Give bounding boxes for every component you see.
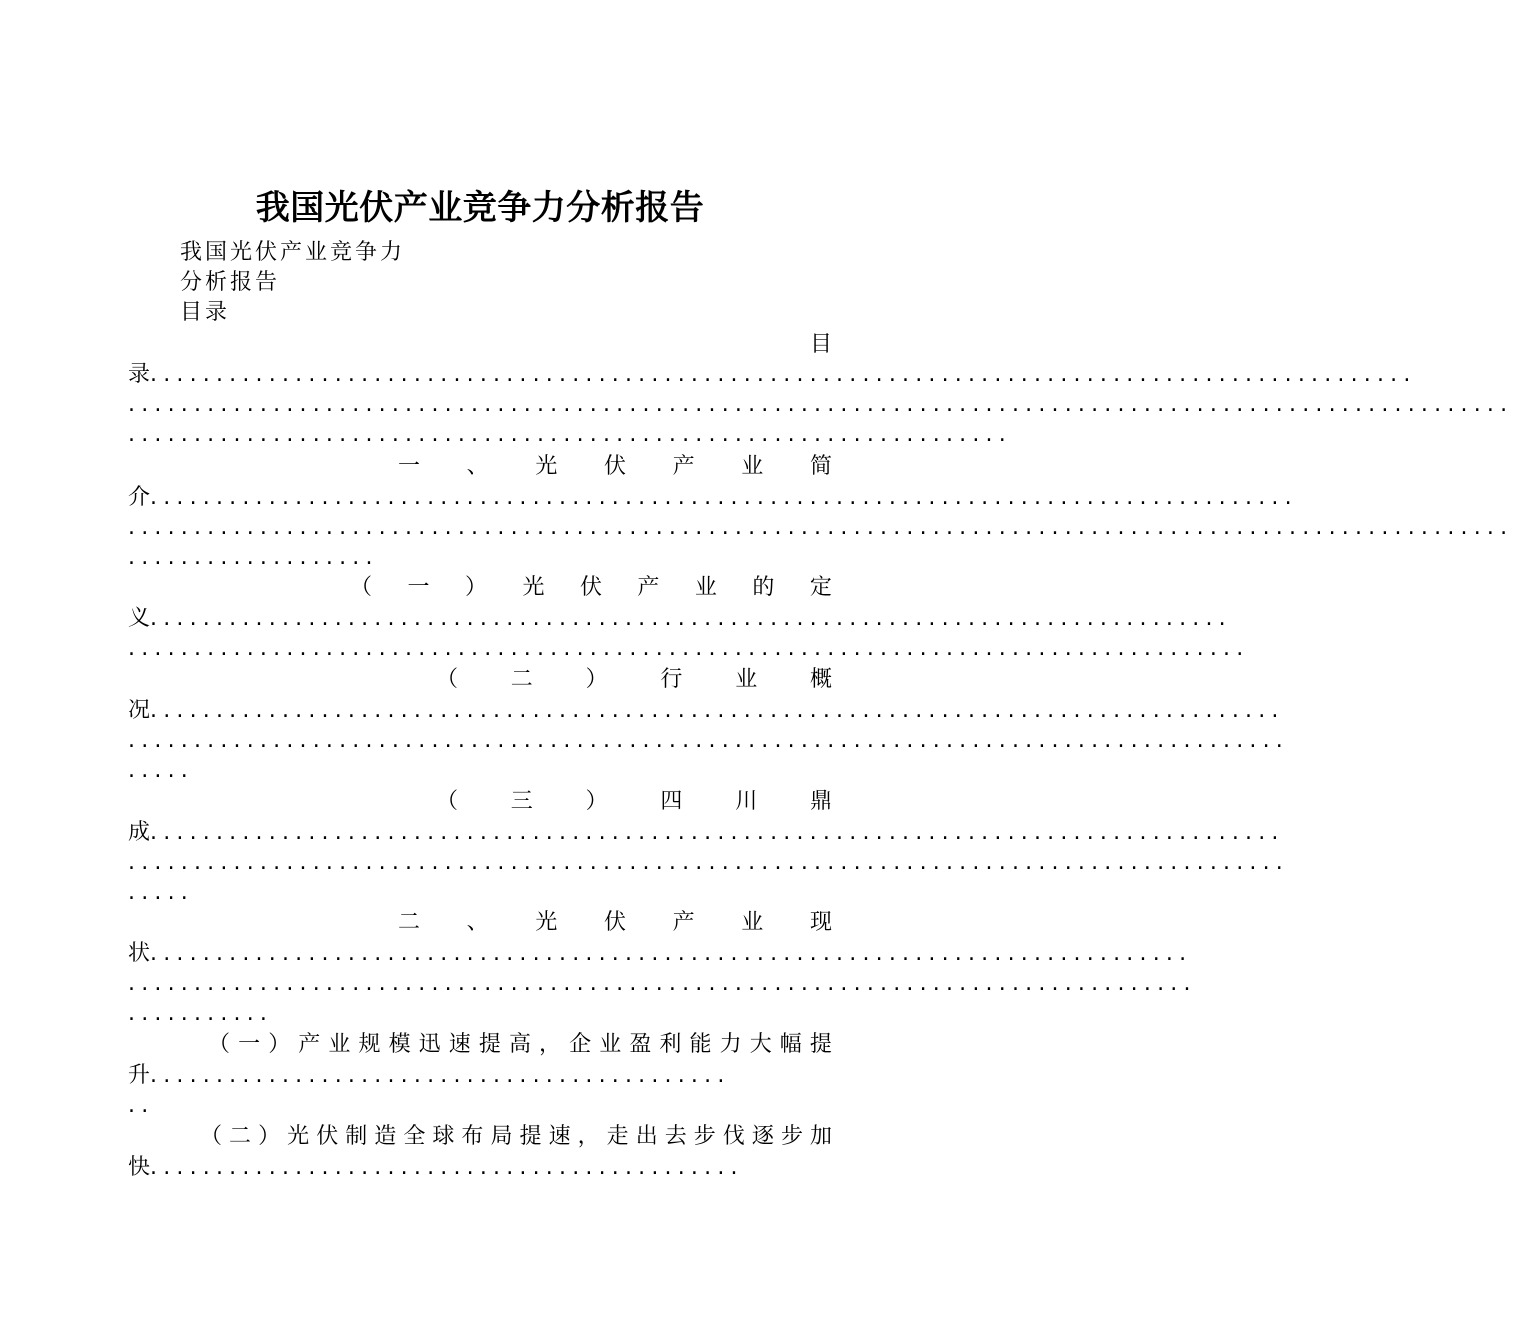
toc-char: 光 bbox=[522, 575, 545, 600]
toc-char: 产 bbox=[298, 1032, 321, 1057]
toc-char: 步 bbox=[693, 1124, 716, 1149]
toc-entry-7-heading bbox=[208, 1030, 832, 1060]
toc-char: 走 bbox=[606, 1124, 629, 1149]
toc-entry-8-leader bbox=[128, 1153, 832, 1183]
toc-dots: ................................................................... bbox=[128, 422, 1012, 447]
toc-entry-7-leader bbox=[128, 1061, 832, 1091]
toc-char: 业 bbox=[599, 1032, 622, 1057]
toc-char: 高 bbox=[508, 1032, 531, 1057]
toc-char: 产 bbox=[672, 910, 695, 935]
subtitle-line-1: 我国光伏产业竞争力 bbox=[180, 240, 406, 265]
toc-char: 盈 bbox=[629, 1032, 652, 1057]
toc-char: ， bbox=[539, 1032, 562, 1057]
toc-dots: ................... bbox=[128, 545, 379, 570]
toc-char: （ bbox=[208, 1032, 231, 1057]
toc-char: 提 bbox=[809, 1032, 832, 1057]
toc-char: 二 bbox=[229, 1124, 252, 1149]
toc-char: 现 bbox=[809, 910, 832, 935]
toc-char: ） bbox=[585, 789, 608, 814]
toc-char: 业 bbox=[694, 575, 717, 600]
toc-entry-3-leader bbox=[128, 604, 1232, 634]
toc-char: 造 bbox=[374, 1124, 397, 1149]
toc-dots: ....................................................................................... bbox=[150, 485, 1298, 510]
toc-entry-5-lead-char: 成 bbox=[128, 820, 151, 845]
toc-char: ） bbox=[258, 1124, 281, 1149]
toc-char: 简 bbox=[809, 454, 832, 479]
subtitle-line-2: 分析报告 bbox=[180, 270, 281, 295]
toc-entry-4-heading bbox=[436, 665, 832, 695]
toc-dots: ........................................................................................ bbox=[128, 850, 1289, 875]
toc-char: 一 bbox=[407, 575, 430, 600]
toc-dots: .. bbox=[128, 1093, 155, 1118]
toc-dots: ............................................. bbox=[150, 1155, 744, 1180]
toc-char: 川 bbox=[735, 789, 758, 814]
toc-dots: .................................................................................. bbox=[150, 606, 1232, 631]
toc-char: 伏 bbox=[579, 575, 602, 600]
toc-char: 一 bbox=[238, 1032, 261, 1057]
toc-label: 目录 bbox=[180, 300, 231, 325]
toc-char: 光 bbox=[535, 454, 558, 479]
toc-char: 企 bbox=[569, 1032, 592, 1057]
toc-char: 伐 bbox=[722, 1124, 745, 1149]
toc-entry-3-lead-char: 义 bbox=[128, 606, 151, 631]
toc-entry-1-heading bbox=[128, 330, 832, 360]
toc-char: 的 bbox=[752, 575, 775, 600]
toc-char: （ bbox=[200, 1124, 223, 1149]
toc-char: ） bbox=[464, 575, 487, 600]
toc-char: 球 bbox=[432, 1124, 455, 1149]
toc-char: 加 bbox=[809, 1124, 832, 1149]
toc-char: 幅 bbox=[779, 1032, 802, 1057]
toc-entry-6-heading bbox=[398, 908, 832, 938]
toc-entry-2-leader bbox=[128, 483, 1298, 513]
toc-char: ， bbox=[577, 1124, 600, 1149]
toc-char: 光 bbox=[535, 910, 558, 935]
toc-char: 出 bbox=[635, 1124, 658, 1149]
toc-entry-4-lead-char: 况 bbox=[128, 698, 151, 723]
toc-char: 四 bbox=[660, 789, 683, 814]
toc-char: 制 bbox=[345, 1124, 368, 1149]
toc-char: 迅 bbox=[418, 1032, 441, 1057]
toc-char: ） bbox=[585, 667, 608, 692]
toc-char: 、 bbox=[466, 910, 489, 935]
toc-entry-5-heading bbox=[436, 787, 832, 817]
toc-char: 模 bbox=[388, 1032, 411, 1057]
toc-dots: ...................................................................................... bbox=[150, 820, 1285, 845]
toc-char: 大 bbox=[749, 1032, 772, 1057]
toc-dots: ..................................................................................... bbox=[128, 636, 1250, 661]
toc-entry-2-heading bbox=[398, 452, 832, 482]
toc-entry-3-heading bbox=[350, 573, 832, 603]
toc-char: 鼎 bbox=[809, 789, 832, 814]
toc-char: 二 bbox=[398, 910, 421, 935]
toc-char: 力 bbox=[719, 1032, 742, 1057]
toc-entry-6-lead-char: 状 bbox=[128, 941, 151, 966]
toc-char: 去 bbox=[664, 1124, 687, 1149]
toc-char: 行 bbox=[660, 667, 683, 692]
toc-entry-8-heading bbox=[200, 1122, 832, 1152]
toc-char: 速 bbox=[448, 1032, 471, 1057]
toc-char: 光 bbox=[287, 1124, 310, 1149]
toc-char: 二 bbox=[510, 667, 533, 692]
toc-char: 业 bbox=[735, 667, 758, 692]
toc-char: 步 bbox=[780, 1124, 803, 1149]
toc-dots: ................................................................................. bbox=[128, 971, 1197, 996]
toc-dots: ...................................................................................... bbox=[150, 698, 1285, 723]
toc-dots: ..... bbox=[128, 758, 194, 783]
toc-entry-1-lead-char: 录 bbox=[128, 362, 151, 387]
document-title: 我国光伏产业竞争力分析报告 bbox=[255, 188, 705, 228]
toc-dots: ......................................................................................................... bbox=[128, 392, 1513, 417]
toc-dots: ........... bbox=[128, 1001, 274, 1026]
toc-entry-5-leader bbox=[128, 818, 1285, 848]
toc-entry-1-leader bbox=[128, 360, 1417, 390]
toc-char: 业 bbox=[328, 1032, 351, 1057]
toc-char: 全 bbox=[403, 1124, 426, 1149]
toc-char: 伏 bbox=[316, 1124, 339, 1149]
toc-dots: ......................................................................................................... bbox=[128, 515, 1513, 540]
toc-char: 速 bbox=[548, 1124, 571, 1149]
toc-char: （ bbox=[436, 789, 459, 814]
toc-char: 布 bbox=[461, 1124, 484, 1149]
toc-char: 规 bbox=[358, 1032, 381, 1057]
toc-char: 能 bbox=[689, 1032, 712, 1057]
toc-dots: ............................................ bbox=[150, 1063, 731, 1088]
toc-entry-4-leader bbox=[128, 696, 1285, 726]
toc-char: 一 bbox=[398, 454, 421, 479]
toc-dots: ..... bbox=[128, 880, 194, 905]
toc-char: 伏 bbox=[603, 910, 626, 935]
toc-entry-1-head-char: 目 bbox=[809, 332, 832, 357]
toc-char: 提 bbox=[519, 1124, 542, 1149]
toc-char: 定 bbox=[809, 575, 832, 600]
toc-char: ） bbox=[268, 1032, 291, 1057]
toc-entry-2-lead-char: 介 bbox=[128, 485, 151, 510]
toc-char: 局 bbox=[490, 1124, 513, 1149]
toc-entry-6-leader bbox=[128, 939, 1193, 969]
toc-char: 利 bbox=[659, 1032, 682, 1057]
toc-char: 产 bbox=[672, 454, 695, 479]
toc-char: 提 bbox=[478, 1032, 501, 1057]
toc-entry-7-lead-char: 升 bbox=[128, 1063, 151, 1088]
toc-dots: ........................................................................................ bbox=[128, 728, 1289, 753]
toc-char: 业 bbox=[741, 454, 764, 479]
toc-entry-8-lead-char: 快 bbox=[128, 1155, 151, 1180]
toc-char: 伏 bbox=[603, 454, 626, 479]
toc-char: 产 bbox=[637, 575, 660, 600]
toc-char: 逐 bbox=[751, 1124, 774, 1149]
toc-char: （ bbox=[350, 575, 373, 600]
toc-dots: ............................................................................... bbox=[150, 941, 1193, 966]
toc-char: （ bbox=[436, 667, 459, 692]
toc-char: 三 bbox=[510, 789, 533, 814]
toc-char: 业 bbox=[741, 910, 764, 935]
toc-char: 、 bbox=[466, 454, 489, 479]
toc-dots: ................................................................................................ bbox=[150, 362, 1417, 387]
toc-char: 概 bbox=[809, 667, 832, 692]
